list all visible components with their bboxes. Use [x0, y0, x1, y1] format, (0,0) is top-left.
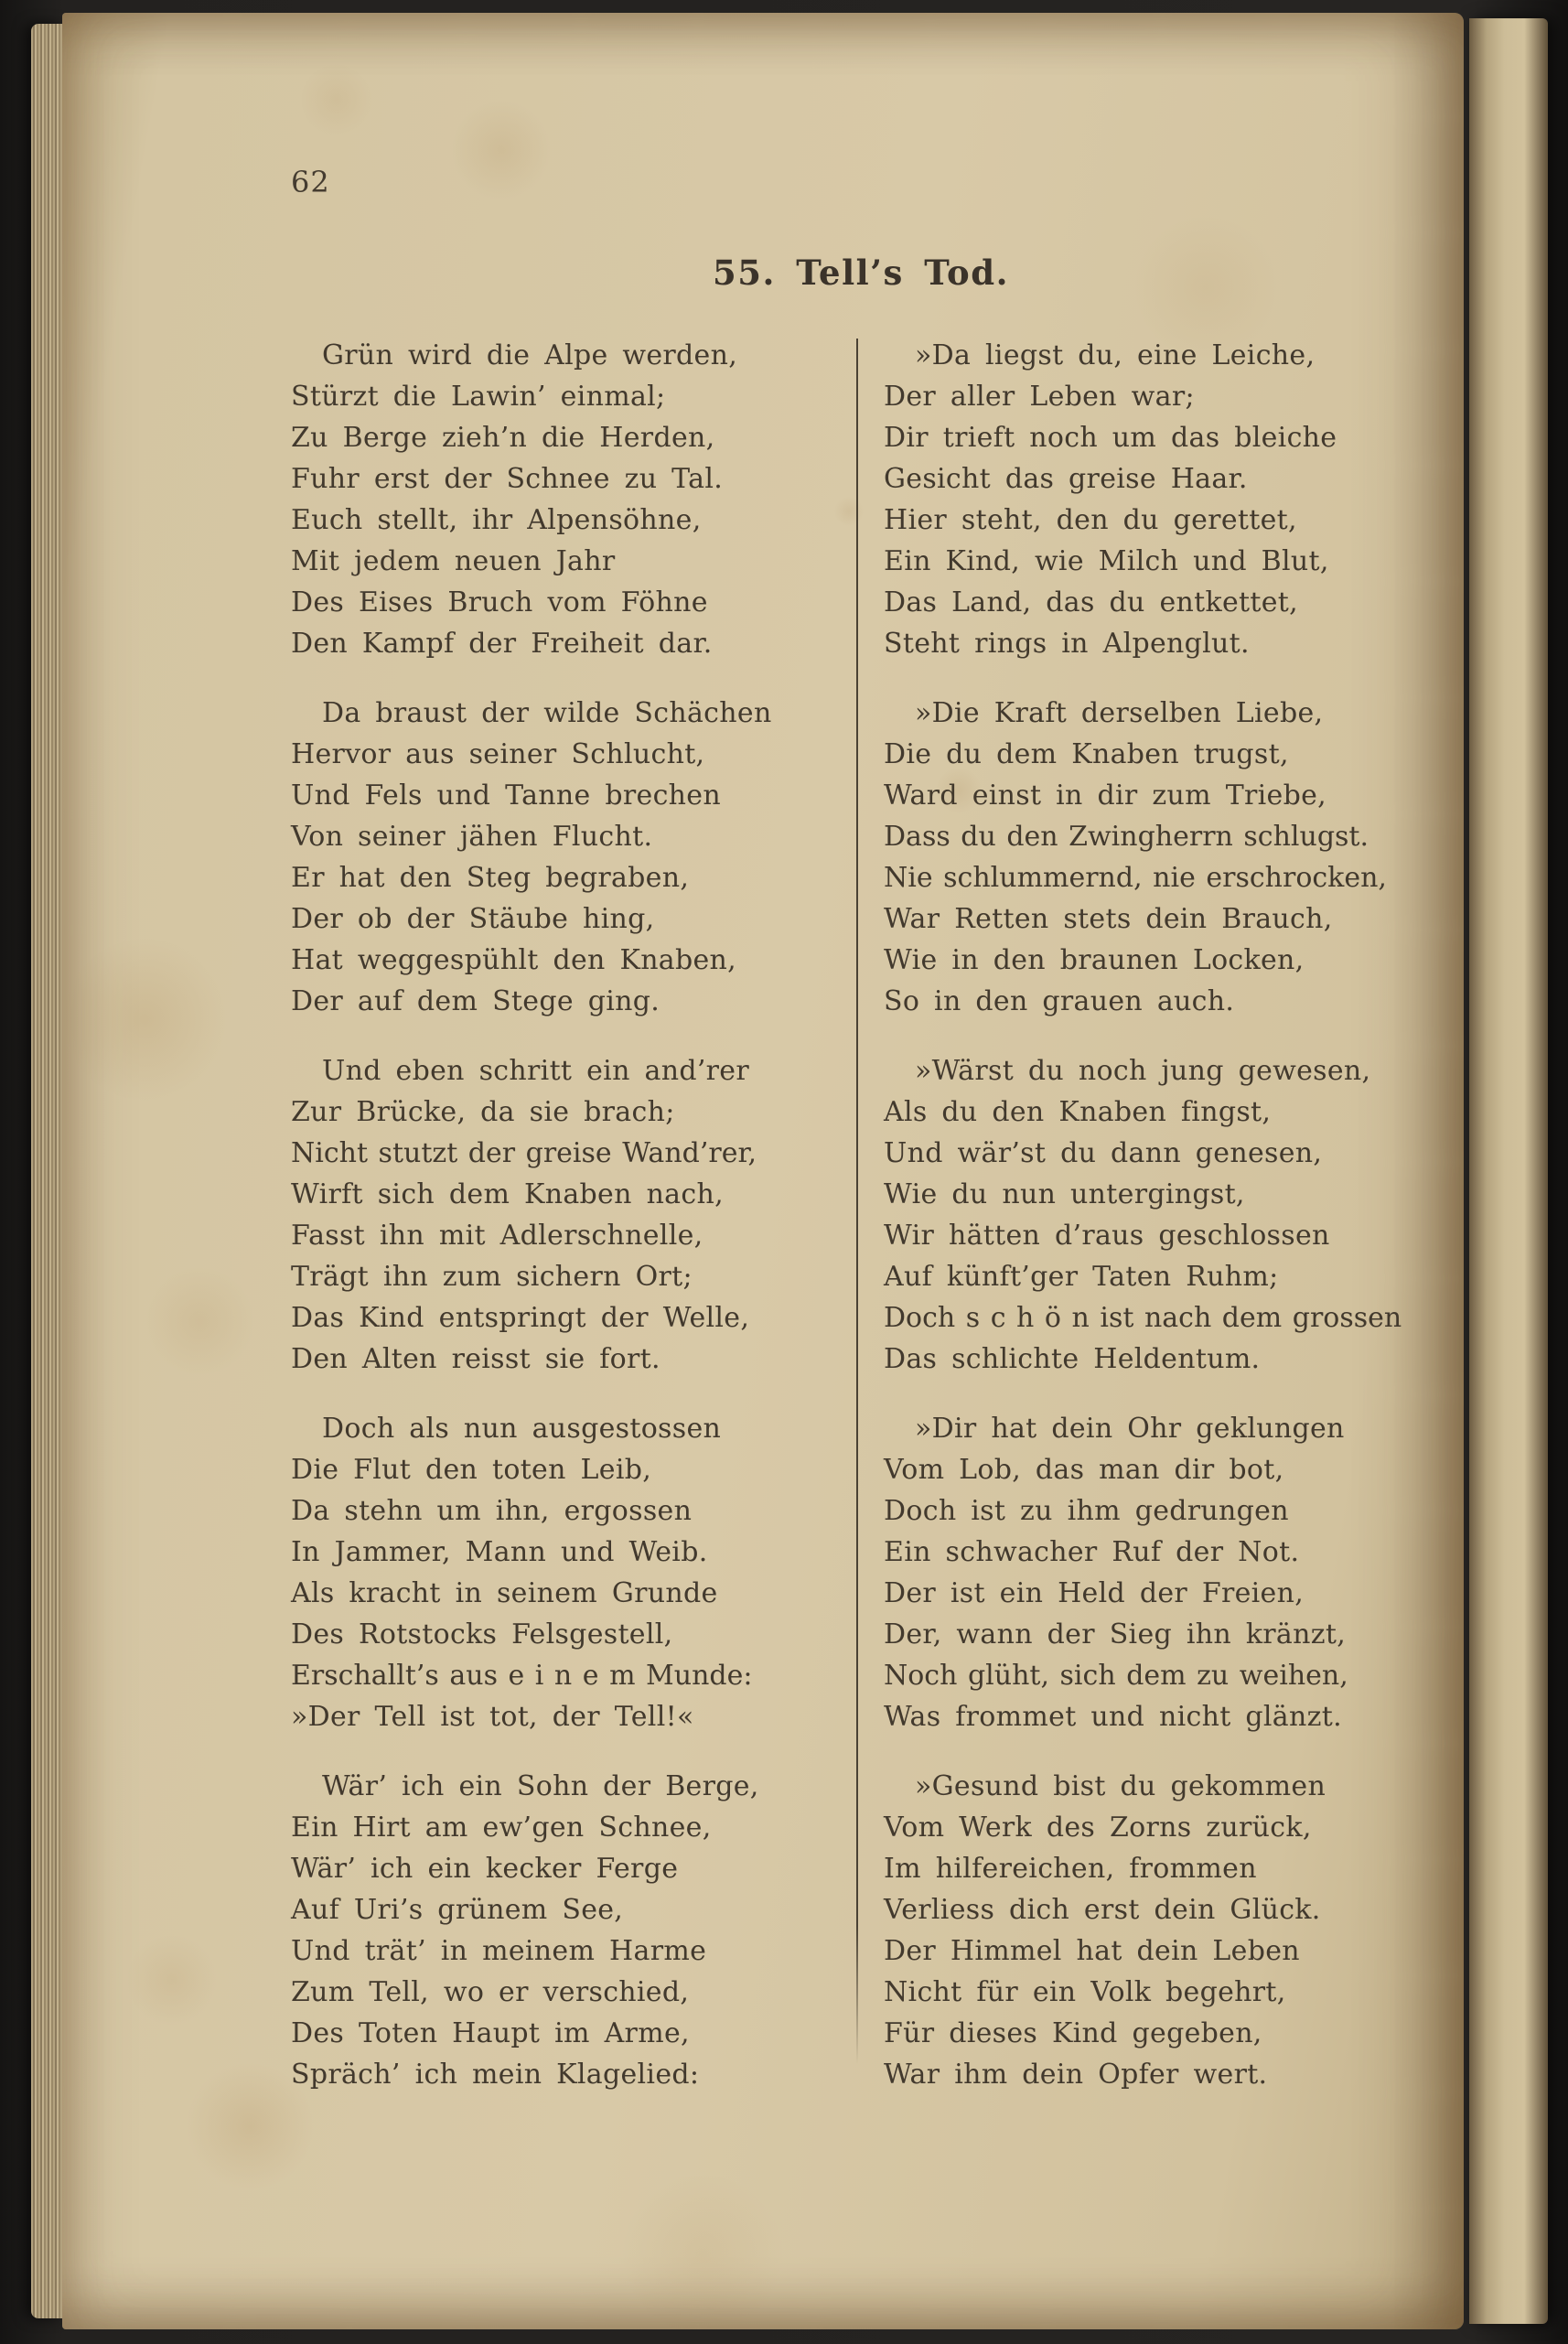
poem-line: Was frommet und nicht glänzt.	[884, 1701, 1342, 1733]
poem-stanza	[884, 693, 1433, 1022]
poem-stanza	[884, 1050, 1433, 1380]
poem-line: Wirft sich dem Knaben nach,	[291, 1178, 724, 1210]
poem-line: Stürzt die Lawin’ einmal;	[291, 381, 666, 413]
poem-line: Des Eises Bruch vom Föhne	[291, 586, 708, 618]
poem-line: Zu Berge zieh’n die Herden,	[291, 422, 715, 454]
poem-line: Hier steht, den du gerettet,	[884, 504, 1297, 536]
poem-line: Der ist ein Held der Freien,	[884, 1577, 1305, 1609]
poem-line: »Die Kraft derselben Liebe,	[915, 697, 1324, 729]
poem-line: Die Flut den toten Leib,	[291, 1454, 652, 1486]
poem-line: »Gesund bist du gekommen	[915, 1770, 1326, 1802]
poem-line: Und trät’ in meinem Harme	[291, 1935, 707, 1967]
page-edge-stack	[31, 24, 64, 2318]
poem-line: Wär’ ich ein kecker Ferge	[291, 1853, 679, 1885]
page-number: 62	[291, 165, 330, 199]
poem-line: Hervor aus seiner Schlucht,	[291, 738, 705, 770]
column-divider-rule	[856, 339, 858, 2064]
poem-line: Dass du den Zwingherrn schlugst.	[884, 821, 1369, 853]
poem-line: Da braust der wilde Schächen	[322, 697, 772, 729]
poem-line: Ein schwacher Ruf der Not.	[884, 1536, 1300, 1568]
poem-column-left	[291, 335, 834, 2095]
poem-line: Dir trieft noch um das bleiche	[884, 422, 1337, 454]
poem-line: Auf künft’ger Taten Ruhm;	[884, 1261, 1279, 1293]
poem-line: Des Toten Haupt im Arme,	[291, 2017, 690, 2049]
poem-line: Erschallt’s aus e i n e m Munde:	[291, 1660, 753, 1692]
poem-line: Wir hätten d’raus geschlossen	[884, 1220, 1330, 1252]
poem-line: Ein Hirt am ew’gen Schnee,	[291, 1812, 712, 1844]
poem-line: Wie in den braunen Locken,	[884, 944, 1305, 976]
poem-line: Den Alten reisst sie fort.	[291, 1343, 660, 1375]
poem-line: »Der Tell ist tot, der Tell!«	[291, 1701, 694, 1733]
poem-stanza	[291, 1050, 834, 1380]
poem-line: Hat weggespühlt den Knaben,	[291, 944, 737, 976]
poem-line: Wie du nun untergingst,	[884, 1178, 1245, 1210]
poem-line: Nie schlummernd, nie erschrocken,	[884, 862, 1387, 894]
poem-line: Ward einst in dir zum Triebe,	[884, 780, 1326, 812]
poem-line: Nicht stutzt der greise Wand’rer,	[291, 1137, 757, 1169]
poem-line: Doch als nun ausgestossen	[322, 1413, 722, 1445]
poem-line: »Da liegst du, eine Leiche,	[915, 339, 1316, 371]
poem-line: Im hilfereichen, frommen	[884, 1853, 1257, 1885]
poem-line: Spräch’ ich mein Klagelied:	[291, 2059, 700, 2091]
poem-line: Zur Brücke, da sie brach;	[291, 1096, 675, 1128]
poem-line: Der, wann der Sieg ihn kränzt,	[884, 1618, 1347, 1650]
poem-line: Gesicht das greise Haar.	[884, 463, 1248, 495]
poem-line: Als du den Knaben fingst,	[884, 1096, 1272, 1128]
poem-line: Als kracht in seinem Grunde	[291, 1577, 718, 1609]
poem-line: War Retten stets dein Brauch,	[884, 903, 1333, 935]
poem-line: Steht rings in Alpenglut.	[884, 628, 1250, 660]
poem-line: Das Land, das du entkettet,	[884, 586, 1298, 618]
poem-line: Noch glüht, sich dem zu weihen,	[884, 1660, 1348, 1692]
poem-stanza	[291, 1766, 834, 2095]
poem-line: Den Kampf der Freiheit dar.	[291, 628, 713, 660]
poem-line: Für dieses Kind gegeben,	[884, 2017, 1262, 2049]
poem-line: Verliess dich erst dein Glück.	[884, 1894, 1321, 1926]
poem-stanza	[291, 335, 834, 664]
poem-line: War ihm dein Opfer wert.	[884, 2059, 1268, 2091]
poem-line: Vom Lob, das man dir bot,	[884, 1454, 1284, 1486]
poem-line: Und eben schritt ein and’rer	[322, 1055, 750, 1087]
poem-stanza	[884, 1766, 1433, 2095]
poem-line: Der Himmel hat dein Leben	[884, 1935, 1300, 1967]
poem-line: Von seiner jähen Flucht.	[291, 821, 653, 853]
poem-line: Ein Kind, wie Milch und Blut,	[884, 545, 1329, 577]
poem-line: »Dir hat dein Ohr geklungen	[915, 1413, 1345, 1445]
poem-line: In Jammer, Mann und Weib.	[291, 1536, 708, 1568]
poem-line: Grün wird die Alpe werden,	[322, 339, 738, 371]
poem-line: »Wärst du noch jung gewesen,	[915, 1055, 1371, 1087]
poem-line: Nicht für ein Volk begehrt,	[884, 1976, 1286, 2008]
poem-stanza	[291, 693, 834, 1022]
poem-line: Trägt ihn zum sichern Ort;	[291, 1261, 693, 1293]
poem-column-right	[884, 335, 1433, 2095]
poem-line: Das Kind entspringt der Welle,	[291, 1302, 750, 1334]
poem-columns	[291, 335, 1433, 2095]
poem-line: So in den grauen auch.	[884, 985, 1235, 1017]
poem-stanza	[884, 1408, 1433, 1737]
poem-line: Der auf dem Stege ging.	[291, 985, 660, 1017]
poem-stanza	[291, 1408, 834, 1737]
poem-line: Der ob der Stäube hing,	[291, 903, 655, 935]
poem-line: Das schlichte Heldentum.	[884, 1343, 1261, 1375]
poem-line: Doch ist zu ihm gedrungen	[884, 1495, 1289, 1527]
poem-line: Wär’ ich ein Sohn der Berge,	[322, 1770, 759, 1802]
poem-stanza	[884, 335, 1433, 664]
poem-title: 55. Tell’s Tod.	[712, 253, 1009, 293]
next-page-sliver	[1469, 18, 1548, 2324]
poem-line: Der aller Leben war;	[884, 381, 1195, 413]
poem-line: Fasst ihn mit Adlerschnelle,	[291, 1220, 703, 1252]
poem-line: Vom Werk des Zorns zurück,	[884, 1812, 1312, 1844]
poem-line: Und wär’st du dann genesen,	[884, 1137, 1323, 1169]
poem-line: Und Fels und Tanne brechen	[291, 780, 721, 812]
book-page	[62, 13, 1464, 2329]
poem-line: Da stehn um ihn, ergossen	[291, 1495, 693, 1527]
poem-line: Des Rotstocks Felsgestell,	[291, 1618, 673, 1650]
poem-line: Zum Tell, wo er verschied,	[291, 1976, 690, 2008]
poem-line: Auf Uri’s grünem See,	[291, 1894, 624, 1926]
poem-line: Fuhr erst der Schnee zu Tal.	[291, 463, 724, 495]
poem-line: Doch s c h ö n ist nach dem grossen	[884, 1302, 1402, 1334]
poem-line: Euch stellt, ihr Alpensöhne,	[291, 504, 702, 536]
poem-line: Mit jedem neuen Jahr	[291, 545, 616, 577]
poem-line: Er hat den Steg begraben,	[291, 862, 690, 894]
poem-line: Die du dem Knaben trugst,	[884, 738, 1289, 770]
